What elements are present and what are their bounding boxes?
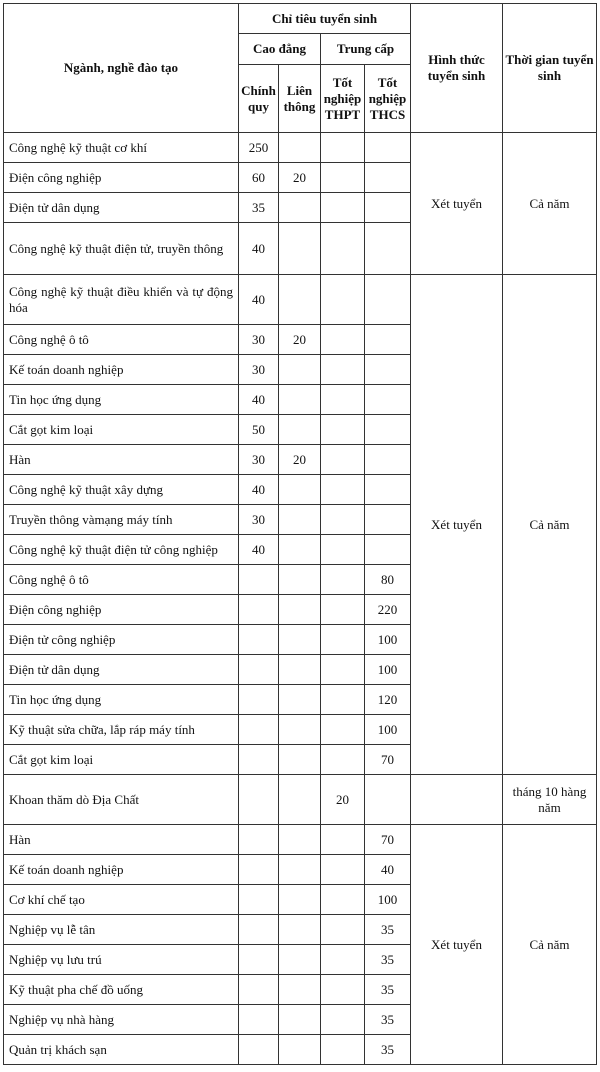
- row-name: Quản trị khách sạn: [4, 1035, 239, 1065]
- row-thcs: [365, 163, 411, 193]
- row-thcs: 100: [365, 715, 411, 745]
- row-thcs: 35: [365, 945, 411, 975]
- row-thpt: [321, 355, 365, 385]
- row-lien-thong: [279, 193, 321, 223]
- row-lien-thong: [279, 505, 321, 535]
- row-name: Cắt gọt kim loại: [4, 745, 239, 775]
- row-thpt: [321, 415, 365, 445]
- row-thpt: [321, 715, 365, 745]
- row-lien-thong: [279, 975, 321, 1005]
- row-chinh-quy: 60: [239, 163, 279, 193]
- row-name: Công nghệ kỹ thuật cơ khí: [4, 133, 239, 163]
- row-lien-thong: [279, 625, 321, 655]
- row-thcs: 100: [365, 885, 411, 915]
- row-name: Kỹ thuật sửa chữa, lắp ráp máy tính: [4, 715, 239, 745]
- row-name: Hàn: [4, 445, 239, 475]
- row-thcs: [365, 505, 411, 535]
- row-name: Nghiệp vụ nhà hàng: [4, 1005, 239, 1035]
- row-thpt: [321, 325, 365, 355]
- group-1-thoi-gian: Cả năm: [503, 133, 597, 275]
- row-chinh-quy: [239, 595, 279, 625]
- row-thcs: 100: [365, 625, 411, 655]
- header-nganh: Ngành, nghề đào tạo: [4, 4, 239, 133]
- row-thcs: 120: [365, 685, 411, 715]
- row-name: Công nghệ kỹ thuật điều khiển và tự động hóa: [4, 275, 239, 325]
- row-thpt: [321, 625, 365, 655]
- row-lien-thong: [279, 1035, 321, 1065]
- row-thpt: [321, 685, 365, 715]
- header-tn-thpt: Tốt nghiệp THPT: [321, 65, 365, 133]
- row-lien-thong: [279, 355, 321, 385]
- row-thpt: [321, 595, 365, 625]
- row-lien-thong: [279, 885, 321, 915]
- row-lien-thong: [279, 685, 321, 715]
- row-name: Tin học ứng dụng: [4, 685, 239, 715]
- row-name: Cơ khí chế tạo: [4, 885, 239, 915]
- row-thcs: 70: [365, 745, 411, 775]
- row-thcs: [365, 325, 411, 355]
- header-chi-tieu: Chỉ tiêu tuyển sinh: [239, 4, 411, 34]
- row-lien-thong: [279, 133, 321, 163]
- header-thoi-gian: Thời gian tuyển sinh: [503, 4, 597, 133]
- row-chinh-quy: 40: [239, 275, 279, 325]
- row-name: Nghiệp vụ lễ tân: [4, 915, 239, 945]
- header-chinh-quy: Chính quy: [239, 65, 279, 133]
- header-cao-dang: Cao đẳng: [239, 34, 321, 65]
- row-thpt: 20: [321, 775, 365, 825]
- row-thpt: [321, 275, 365, 325]
- row-thcs: 220: [365, 595, 411, 625]
- table-row: [4, 775, 597, 825]
- row-thpt: [321, 885, 365, 915]
- row-thpt: [321, 193, 365, 223]
- row-name: Công nghệ kỹ thuật điện tử, truyền thông: [4, 223, 239, 275]
- row-chinh-quy: 30: [239, 325, 279, 355]
- row-thpt: [321, 133, 365, 163]
- row-thcs: [365, 355, 411, 385]
- row-name: Truyền thông vàmạng máy tính: [4, 505, 239, 535]
- row-thcs: [365, 385, 411, 415]
- row-thcs: 35: [365, 915, 411, 945]
- header-tn-thcs: Tốt nghiệp THCS: [365, 65, 411, 133]
- row-thpt: [321, 655, 365, 685]
- row-name: Công nghệ kỹ thuật điện tử công nghiệp: [4, 535, 239, 565]
- row-thcs: 35: [365, 1035, 411, 1065]
- row-lien-thong: [279, 655, 321, 685]
- row-lien-thong: [279, 915, 321, 945]
- row-name: Nghiệp vụ lưu trú: [4, 945, 239, 975]
- row-thpt: [321, 825, 365, 855]
- row-lien-thong: [279, 565, 321, 595]
- row-lien-thong: [279, 715, 321, 745]
- header-hinh-thuc: Hình thức tuyển sinh: [411, 4, 503, 133]
- row-lien-thong: [279, 385, 321, 415]
- row-thpt: [321, 945, 365, 975]
- row-thcs: 35: [365, 975, 411, 1005]
- row-chinh-quy: 40: [239, 223, 279, 275]
- row-chinh-quy: [239, 1035, 279, 1065]
- row-lien-thong: 20: [279, 325, 321, 355]
- row-chinh-quy: 30: [239, 505, 279, 535]
- group-2-thoi-gian: Cả năm: [503, 275, 597, 775]
- group-2-hinh-thuc: Xét tuyển: [411, 275, 503, 775]
- group-3-thoi-gian: tháng 10 hàng năm: [503, 775, 597, 825]
- enrollment-table: [3, 3, 597, 1065]
- row-chinh-quy: [239, 945, 279, 975]
- row-thcs: [365, 775, 411, 825]
- table-row: [4, 275, 597, 325]
- row-thcs: 80: [365, 565, 411, 595]
- row-thpt: [321, 745, 365, 775]
- row-chinh-quy: 250: [239, 133, 279, 163]
- row-thpt: [321, 1005, 365, 1035]
- row-chinh-quy: [239, 655, 279, 685]
- row-thcs: [365, 535, 411, 565]
- row-lien-thong: [279, 475, 321, 505]
- row-name: Công nghệ ô tô: [4, 565, 239, 595]
- row-name: Điện tử dân dụng: [4, 193, 239, 223]
- row-lien-thong: [279, 595, 321, 625]
- table-row: [4, 825, 597, 855]
- row-name: Công nghệ kỹ thuật xây dựng: [4, 475, 239, 505]
- row-lien-thong: [279, 745, 321, 775]
- row-chinh-quy: [239, 625, 279, 655]
- row-thpt: [321, 1035, 365, 1065]
- group-3-hinh-thuc: [411, 775, 503, 825]
- row-lien-thong: [279, 945, 321, 975]
- row-lien-thong: [279, 415, 321, 445]
- row-chinh-quy: 40: [239, 475, 279, 505]
- row-thcs: [365, 445, 411, 475]
- row-chinh-quy: [239, 855, 279, 885]
- row-lien-thong: 20: [279, 163, 321, 193]
- row-thcs: 35: [365, 1005, 411, 1035]
- table-row: [4, 133, 597, 163]
- row-chinh-quy: [239, 715, 279, 745]
- group-1-hinh-thuc: Xét tuyển: [411, 133, 503, 275]
- row-name: Kỹ thuật pha chế đồ uống: [4, 975, 239, 1005]
- row-thpt: [321, 223, 365, 275]
- row-thpt: [321, 475, 365, 505]
- row-thcs: 40: [365, 855, 411, 885]
- row-chinh-quy: [239, 825, 279, 855]
- row-name: Công nghệ ô tô: [4, 325, 239, 355]
- row-thcs: [365, 133, 411, 163]
- row-lien-thong: [279, 535, 321, 565]
- group-4-thoi-gian: Cả năm: [503, 825, 597, 1065]
- row-name: Khoan thăm dò Địa Chất: [4, 775, 239, 825]
- row-name: Tin học ứng dụng: [4, 385, 239, 415]
- header-trung-cap: Trung cấp: [321, 34, 411, 65]
- row-thcs: [365, 415, 411, 445]
- row-lien-thong: 20: [279, 445, 321, 475]
- row-chinh-quy: [239, 1005, 279, 1035]
- row-lien-thong: [279, 275, 321, 325]
- row-thpt: [321, 565, 365, 595]
- row-lien-thong: [279, 855, 321, 885]
- row-thpt: [321, 505, 365, 535]
- row-thpt: [321, 535, 365, 565]
- row-name: Điện tử công nghiệp: [4, 625, 239, 655]
- row-chinh-quy: [239, 885, 279, 915]
- row-chinh-quy: 40: [239, 385, 279, 415]
- row-chinh-quy: [239, 775, 279, 825]
- row-chinh-quy: [239, 975, 279, 1005]
- row-name: Hàn: [4, 825, 239, 855]
- row-name: Cắt gọt kim loại: [4, 415, 239, 445]
- row-thpt: [321, 385, 365, 415]
- row-chinh-quy: [239, 915, 279, 945]
- row-thpt: [321, 915, 365, 945]
- row-thcs: [365, 275, 411, 325]
- row-thcs: 70: [365, 825, 411, 855]
- row-chinh-quy: [239, 745, 279, 775]
- row-thpt: [321, 163, 365, 193]
- row-lien-thong: [279, 1005, 321, 1035]
- row-thcs: 100: [365, 655, 411, 685]
- group-4-hinh-thuc: Xét tuyển: [411, 825, 503, 1065]
- row-name: Điện công nghiệp: [4, 163, 239, 193]
- row-thpt: [321, 975, 365, 1005]
- row-lien-thong: [279, 775, 321, 825]
- row-chinh-quy: 30: [239, 445, 279, 475]
- row-chinh-quy: [239, 685, 279, 715]
- header-lien-thong: Liên thông: [279, 65, 321, 133]
- row-name: Kế toán doanh nghiệp: [4, 855, 239, 885]
- row-thcs: [365, 223, 411, 275]
- row-thpt: [321, 855, 365, 885]
- row-chinh-quy: 40: [239, 535, 279, 565]
- row-lien-thong: [279, 223, 321, 275]
- row-chinh-quy: [239, 565, 279, 595]
- row-name: Kế toán doanh nghiệp: [4, 355, 239, 385]
- row-chinh-quy: 35: [239, 193, 279, 223]
- row-thcs: [365, 193, 411, 223]
- row-name: Điện công nghiệp: [4, 595, 239, 625]
- row-thcs: [365, 475, 411, 505]
- row-name: Điện tử dân dụng: [4, 655, 239, 685]
- row-thpt: [321, 445, 365, 475]
- row-chinh-quy: 50: [239, 415, 279, 445]
- row-lien-thong: [279, 825, 321, 855]
- row-chinh-quy: 30: [239, 355, 279, 385]
